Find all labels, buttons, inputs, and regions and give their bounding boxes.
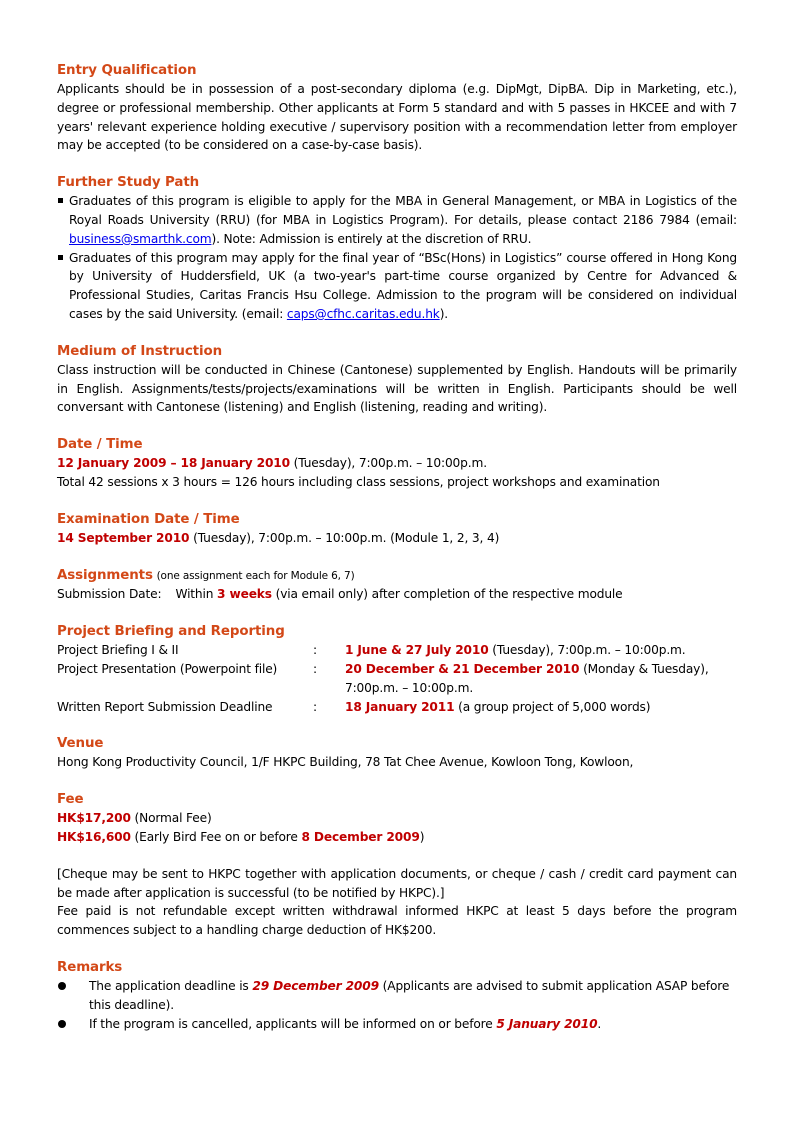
- email-link-business[interactable]: business@smarthk.com: [69, 231, 212, 246]
- venue-section: [57, 734, 737, 772]
- square-bullet-icon: [58, 255, 63, 260]
- project-row-colon: :: [313, 699, 317, 714]
- project-row-label: Project Briefing I & II: [57, 643, 179, 658]
- refund-note: Fee paid is not refundable except written withdrawal informed HKPC at least 5 days before the program commences subject to a handling charge deduction of HK$200.: [57, 904, 737, 938]
- project-row-label: Written Report Submission Deadline: [57, 699, 273, 714]
- further-study-item-huddersfield: Graduates of this program may apply for the final year of “BSc(Hons) in Logistics” course offered in Hong Kong by University of Huddersfield, UK (a two-year's part-time course organized by Centre for Advanced & Professional Studies, Caritas Francis Hsu College. Admission to the program will be considered on individual cases by the said University. (email: caps@cfhc.caritas.edu.hk).: [57, 249, 737, 324]
- project-report-date: 18 January 2011: [345, 699, 455, 714]
- examination-section: [57, 510, 737, 548]
- medium-heading: Medium of Instruction: [57, 343, 223, 359]
- further-study-heading: Further Study Path: [57, 175, 200, 191]
- fee-heading: Fee: [57, 792, 84, 808]
- entry-qualification-section: [57, 61, 737, 155]
- normal-fee-amount: HK$17,200: [57, 811, 131, 826]
- project-row-briefing: Project Briefing I & II : 1 June & 27 July 2010 (Tuesday), 7:00p.m. – 10:00p.m.: [57, 641, 737, 660]
- project-row-colon: :: [313, 661, 317, 676]
- remark-item-cancellation: If the program is cancelled, applicants will be informed on or before 5 January 2010.: [57, 1015, 737, 1034]
- date-time-heading: Date / Time: [57, 437, 143, 453]
- total-hours-text: Total 42 sessions x 3 hours = 126 hours including class sessions, project workshops and examination: [57, 474, 660, 489]
- early-bird-fee-amount: HK$16,600: [57, 829, 131, 844]
- early-bird-fee-line: HK$16,600 (Early Bird Fee on or before 8 December 2009): [57, 829, 425, 844]
- document-page: [57, 61, 737, 1051]
- submission-date-line: Submission Date: Within 3 weeks (via email only) after completion of the respective module: [57, 587, 623, 602]
- assignments-section: [57, 566, 737, 605]
- course-dates: 12 January 2009 – 18 January 2010: [57, 456, 290, 471]
- further-study-item-rru: Graduates of this program is eligible to apply for the MBA in General Management, or MBA in Logistics of the Royal Roads University (RRU) (for MBA in Logistics Program). For details, please contact 2186 7984 (email: business@smarthk.com). Note: Admission is entirely at the discretion of RRU.: [57, 192, 737, 248]
- project-heading: Project Briefing and Reporting: [57, 624, 285, 640]
- submission-label: Submission Date:: [57, 587, 162, 602]
- venue-text: Hong Kong Productivity Council, 1/F HKPC Building, 78 Tat Chee Avenue, Kowloon Tong, Kowloon,: [57, 755, 634, 770]
- early-bird-date: 8 December 2009: [301, 829, 420, 844]
- date-time-line: 12 January 2009 – 18 January 2010 (Tuesday), 7:00p.m. – 10:00p.m.: [57, 456, 487, 471]
- square-bullet-icon: [58, 198, 63, 203]
- remarks-heading: Remarks: [57, 959, 123, 975]
- remark-item-deadline: The application deadline is 29 December 2009 (Applicants are advised to submit application ASAP before this deadline).: [57, 977, 737, 1015]
- medium-text: Class instruction will be conducted in Chinese (Cantonese) supplemented by English. Handouts will be primarily in English. Assignments/tests/projects/examinations will be written in English. Participants should be well conversant with Cantonese (listening) and English (listening, reading and writing).: [57, 362, 737, 415]
- round-bullet-icon: [58, 1020, 66, 1028]
- round-bullet-icon: [58, 982, 66, 990]
- fee-section: [57, 790, 737, 940]
- assignments-heading-line: [57, 566, 737, 586]
- examination-line: 14 September 2010 (Tuesday), 7:00p.m. – 10:00p.m. (Module 1, 2, 3, 4): [57, 530, 500, 545]
- date-time-section: [57, 435, 737, 492]
- entry-qualification-text: Applicants should be in possession of a post-secondary diploma (e.g. DipMgt, DipBA. Dip in Marketing, etc.), degree or professional membership. Other applicants at Form 5 standard and with 5 passes in HKCEE and with 7 years' relevant experience holding executive / supervisory position with a recommendation letter from employer may be accepted (to be considered on a case-by-case basis).: [57, 82, 737, 153]
- project-row-label: Project Presentation (Powerpoint file): [57, 661, 278, 676]
- project-section: [57, 622, 737, 716]
- project-row-colon: :: [313, 643, 317, 658]
- examination-heading: Examination Date / Time: [57, 511, 240, 527]
- assignments-note: (one assignment each for Module 6, 7): [156, 569, 355, 582]
- medium-of-instruction-section: [57, 342, 737, 417]
- application-deadline-date: 29 December 2009: [252, 978, 379, 993]
- cancellation-date: 5 January 2010: [496, 1016, 598, 1031]
- assignments-heading: Assignments: [57, 567, 153, 583]
- project-row-report: Written Report Submission Deadline : 18 January 2011 (a group project of 5,000 words): [57, 698, 737, 717]
- remarks-section: [57, 958, 737, 1033]
- further-study-section: [57, 173, 737, 324]
- submission-weeks: 3 weeks: [217, 587, 272, 602]
- entry-qualification-heading: Entry Qualification: [57, 63, 197, 78]
- email-link-caps[interactable]: caps@cfhc.caritas.edu.hk: [286, 306, 440, 321]
- cheque-note: [Cheque may be sent to HKPC together with application documents, or cheque / cash / credit card payment can be made after application is successful (to be notified by HKPC).]: [57, 866, 737, 900]
- project-presentation-date: 20 December & 21 December 2010: [345, 661, 580, 676]
- normal-fee-line: HK$17,200 (Normal Fee): [57, 811, 212, 826]
- project-briefing-date: 1 June & 27 July 2010: [345, 643, 489, 658]
- project-row-presentation: Project Presentation (Powerpoint file) : 20 December & 21 December 2010 (Monday & Tuesday), 7:00p.m. – 10:00p.m.: [57, 660, 737, 698]
- examination-date: 14 September 2010: [57, 530, 190, 545]
- venue-heading: Venue: [57, 736, 104, 752]
